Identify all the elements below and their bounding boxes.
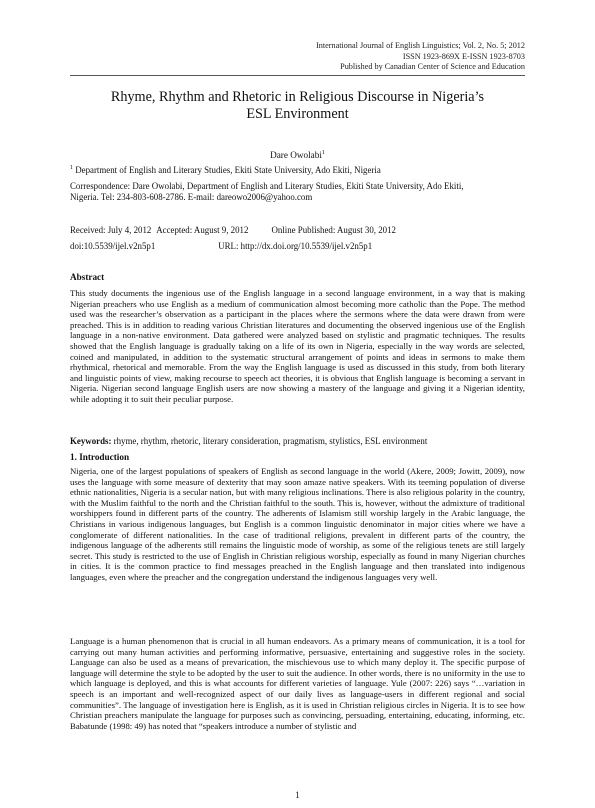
accepted-date: Accepted: August 9, 2012 (156, 225, 249, 235)
correspondence (70, 181, 525, 204)
author-name: Dare Owolabi (270, 150, 322, 161)
introduction-paragraph-2: Language is a human phenomenon that is crucial in all human endeavors. As a primary means of communication, it is a tool for carrying out many human activities and performing informative, persuasive, entertaining and suggestive roles in the society. Language can also be used as a means of prevarication, the mischievous use to which many deploy it. The specific purpose of language will determine the style to be adopted by the user to suit the audience. In other words, there is no uniformity in the use to which language is deployed, and this is what accounts for different varieties of language. Yule (2007: 226) says “…variation in speech is an important and well-recognized aspect of our daily lives as language-users in different regional and social communities”. The language of investigation here is English, as it is used in Christian religious circles in Nigeria. It is to see how Christian preachers manipulate the language for purposes such as convincing, persuading, entertaining, educating, informing, etc. Babatunde (1998: 49) has noted that “speakers introduce a number of stylistic and (70, 636, 525, 731)
page-number: 1 (295, 790, 300, 800)
issn-line: ISSN 1923-869X E-ISSN 1923-8703 (402, 51, 525, 61)
introduction-paragraph-1: Nigeria, one of the largest populations of speakers of English as second language in the world (Akere, 2009; Jowitt, 2009), now uses the language with some measure of dexterity that may soon amaze native speakers. With its teeming population of diverse ethnic nationalities, Nigeria is a secular nation, but with many religious inclinations. There is also religious polarity in the country, with the Muslim faithful to the north and the Christian faithful to the south. This is, however, without the admixture of traditional worshippers found in different parts of the country. The adherents of Islamism still worship largely in the Arabic language, the Christians in various indigenous languages, but English is a common linguistic denominator in major cities where we have a conglomerate of different nationalities. In the case of traditional religions, prevalent in different parts of the country, the indigenous language of the adherents still remains the linguistic mode of worship, as some of the religious tenets are still largely secret. This study is restricted to the use of English in Christian religious worship, especially as found in many Nigerian churches in cities. It is the common practice to find messages preached in the English language and then translated into indigenous languages, even where the preacher and the congregation understand the indigenous languages very well. (70, 466, 525, 582)
header-divider (70, 75, 525, 76)
author-affiliation-mark: 1 (321, 150, 325, 156)
article-title (70, 89, 525, 123)
abstract-text: This study documents the ingenious use of the English language in a second language environment, in a way that is making Nigerian preachers who use English as a medium of communication almost becoming more catholic than the Pope. The method used was the researcher’s observation as a participant in the places where the sermons where the data were drawn from were preached. This is in addition to reading various Christian literatures and documenting the observed ingenious use of the English language in a non-native environment. Data gathered were analyzed based on stylistic and pragmatic techniques. The results showed that the English language is gradually taking on a life of its own in Nigeria, especially in the way words are selected, coined and manipulated, in addition to the systematic structural arrangement of points and ideas in sermons to make them rhythmical, rhetorical and memorable. From the way the English language is used as discussed in this study, from both literary and linguistic points of view, making recourse to speech act theories, it is obvious that English language is becoming a servant in Nigeria. Nigerian second language English users are now showing a mastery of the language and giving it a Nigerian identity, while adopting it to suit their peculiar purpose. (70, 288, 525, 404)
keywords-label: Keywords: (70, 436, 112, 446)
running-header (316, 41, 525, 73)
published-date: Online Published: August 30, 2012 (271, 225, 396, 235)
article-url[interactable]: URL: http://dx.doi.org/10.5539/ijel.v2n5p1 (218, 241, 373, 252)
publication-dates (70, 225, 525, 253)
title-line-1: Rhyme, Rhythm and Rhetoric in Religious Discourse in Nigeria’s (110, 89, 485, 105)
affiliation-mark: 1 (70, 165, 73, 171)
received-date: Received: July 4, 2012 (70, 225, 152, 235)
affiliation-text: Department of English and Literary Studies, Ekiti State University, Ado Ekiti, Nigeria (75, 164, 381, 175)
author-line (0, 150, 595, 160)
publisher-line: Published by Canadian Center of Science and Education (340, 62, 525, 72)
abstract-heading: Abstract (70, 272, 105, 282)
doi: doi:10.5539/ijel.v2n5p1 (70, 241, 156, 252)
title-line-2: ESL Environment (246, 106, 349, 122)
journal-citation: International Journal of English Linguistics; Vol. 2, No. 5; 2012 (316, 41, 525, 50)
keywords (70, 436, 427, 446)
affiliation (70, 163, 525, 176)
correspondence-line-2: Nigeria. Tel: 234-803-608-2786. E-mail: dareowo2006@yahoo.com (70, 192, 313, 203)
keywords-list: rhyme, rhythm, rhetoric, literary consideration, pragmatism, stylistics, ESL environment (113, 436, 428, 446)
correspondence-line-1: Correspondence: Dare Owolabi, Department of English and Literary Studies, Ekiti State University, Ado Ekiti, (70, 181, 464, 191)
introduction-heading: 1. Introduction (70, 452, 130, 462)
